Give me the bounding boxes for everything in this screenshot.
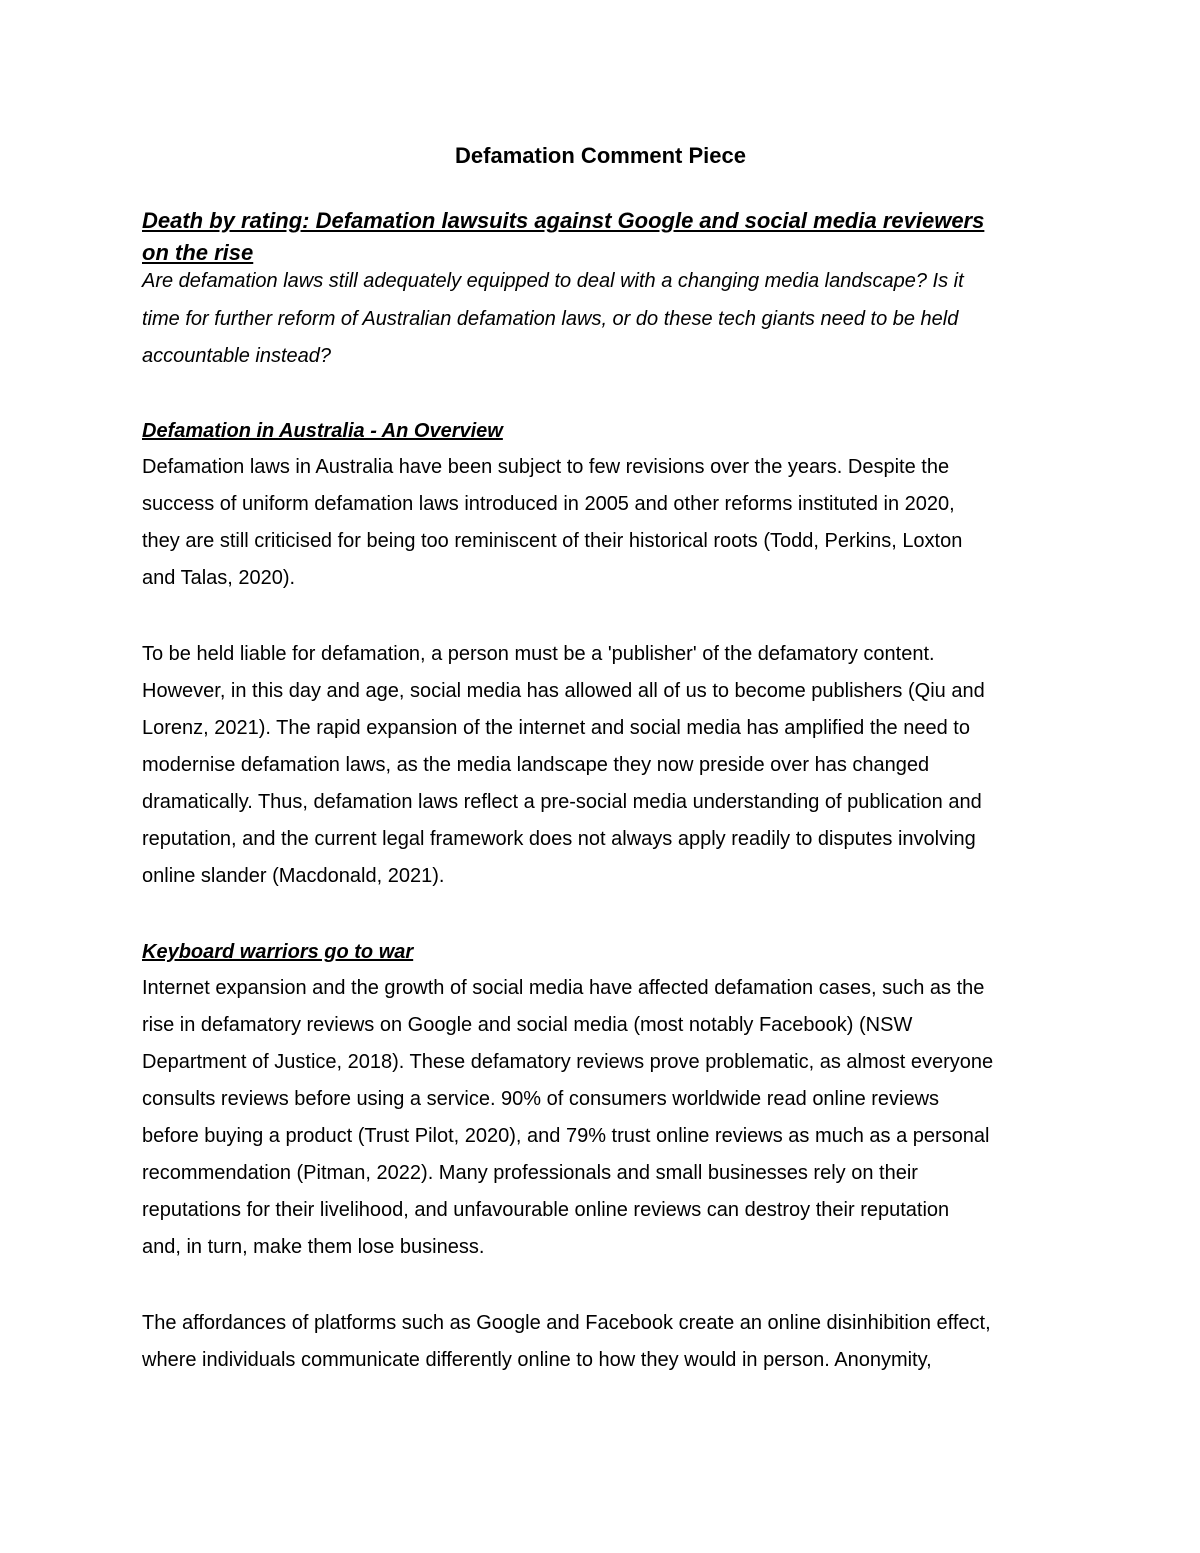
- paragraph-line: where individuals communicate differently online to how they would in person. Anonymity,: [142, 1349, 932, 1371]
- paragraph-line: rise in defamatory reviews on Google and social media (most notably Facebook) (NSW: [142, 1014, 913, 1036]
- paragraph: [142, 970, 1067, 1266]
- article-headline: [142, 205, 1067, 269]
- paragraph-line: recommendation (Pitman, 2022). Many professionals and small businesses rely on their: [142, 1162, 918, 1184]
- paragraph-line: Department of Justice, 2018). These defamatory reviews prove problematic, as almost everyone: [142, 1051, 994, 1073]
- paragraph-line: consults reviews before using a service. 90% of consumers worldwide read online reviews: [142, 1088, 940, 1110]
- paragraph-line: The affordances of platforms such as Google and Facebook create an online disinhibition effect,: [142, 1312, 991, 1334]
- paragraph-line: and Talas, 2020).: [142, 567, 296, 589]
- paragraph-line: modernise defamation laws, as the media landscape they now preside over has changed: [142, 754, 930, 776]
- paragraph-line: Lorenz, 2021). The rapid expansion of the internet and social media has amplified the need to: [142, 717, 970, 739]
- paragraph: [142, 1305, 1067, 1379]
- standfirst-line: Are defamation laws still adequately equipped to deal with a changing media landscape? Is it: [142, 270, 964, 292]
- paragraph-line: dramatically. Thus, defamation laws reflect a pre-social media understanding of publication and: [142, 791, 982, 813]
- headline-line: on the rise: [142, 240, 254, 265]
- paragraph-line: Internet expansion and the growth of social media have affected defamation cases, such as the: [142, 977, 985, 999]
- paragraph-line: To be held liable for defamation, a person must be a 'publisher' of the defamatory content.: [142, 643, 935, 665]
- paragraph-line: However, in this day and age, social media has allowed all of us to become publishers (Qiu and: [142, 680, 985, 702]
- paragraph-line: reputations for their livelihood, and unfavourable online reviews can destroy their reputation: [142, 1199, 950, 1221]
- paragraph: [142, 449, 1067, 597]
- paragraph-line: success of uniform defamation laws introduced in 2005 and other reforms instituted in 2020,: [142, 493, 955, 515]
- paragraph-line: and, in turn, make them lose business.: [142, 1236, 485, 1258]
- paragraph-line: they are still criticised for being too reminiscent of their historical roots (Todd, Perkins, Loxton: [142, 530, 963, 552]
- paragraph-line: online slander (Macdonald, 2021).: [142, 865, 445, 887]
- section-heading-keyboard-warriors: Keyboard warriors go to war: [142, 941, 414, 963]
- section-heading-overview: Defamation in Australia - An Overview: [142, 420, 503, 442]
- paragraph-line: reputation, and the current legal framework does not always apply readily to disputes involving: [142, 828, 976, 850]
- paragraph-line: before buying a product (Trust Pilot, 2020), and 79% trust online reviews as much as a personal: [142, 1125, 990, 1147]
- paragraph: [142, 636, 1067, 895]
- standfirst-line: time for further reform of Australian defamation laws, or do these tech giants need to be held: [142, 307, 959, 330]
- paragraph-line: Defamation laws in Australia have been subject to few revisions over the years. Despite the: [142, 456, 950, 478]
- headline-line: Death by rating: Defamation lawsuits against Google and social media reviewers: [142, 208, 985, 233]
- standfirst-line: accountable instead?: [142, 345, 332, 367]
- article-standfirst: [142, 263, 1067, 376]
- document-title: Defamation Comment Piece: [455, 143, 746, 168]
